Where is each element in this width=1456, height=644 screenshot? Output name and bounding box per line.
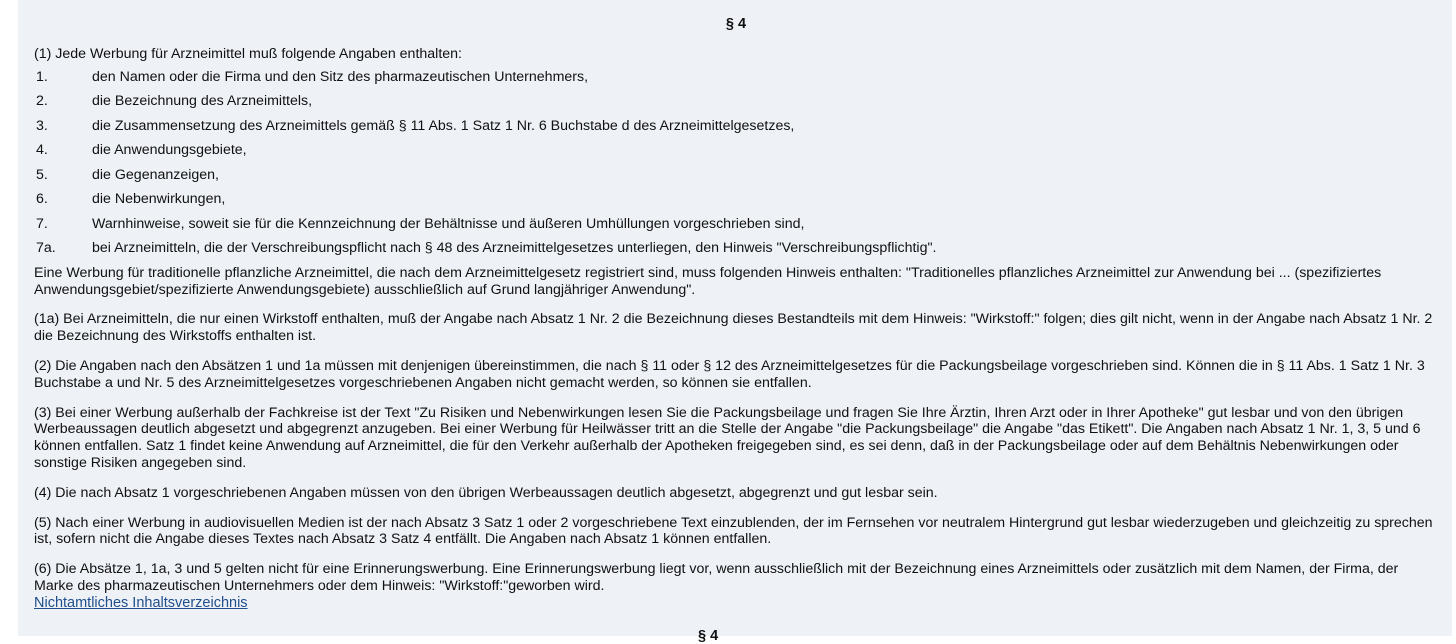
section-heading: § 4 xyxy=(725,16,747,32)
law-section xyxy=(34,0,1438,612)
paragraph-1-intro: (1) Jede Werbung für Arzneimittel muß folgende Angaben enthalten: xyxy=(34,46,462,62)
paragraph-2: (2) Die Angaben nach den Absätzen 1 und 1a müssen mit denjenigen übereinstimmen, die nach § 11 oder § 12 des Arzneimittelgesetzes für die Packungsbeilage vorgeschrieben sind. Können die in § 11 Abs. 1 Satz 1 Nr. 3 Buchstabe a und Nr. 5 des Arzneimittelgesetzes vorgeschriebenen Angaben nicht gemacht werden, so können sie entfallen. xyxy=(34,357,1425,391)
list-item-number: 4. xyxy=(36,142,48,159)
document-panel xyxy=(18,0,1452,644)
list-item-text: die Anwendungsgebiete, xyxy=(92,142,247,159)
list-item xyxy=(34,167,1438,192)
list-item-number: 6. xyxy=(36,191,48,208)
list-item-number: 5. xyxy=(36,166,48,183)
paragraph-3: (3) Bei einer Werbung außerhalb der Fachkreise ist der Text "Zu Risiken und Nebenwirkungen lesen Sie die Packungsbeilage und fragen Sie Ihre Ärztin, Ihren Arzt oder in Ihrer Apotheke" gut lesbar und von den übrigen Werbeaussagen deutlich abgesetzt und abgegrenzt anzugeben. Bei einer Werbung für Heilwässer tritt an die Stelle der Angabe "die Packungsbeilage" die Angabe "das Etikett". Die Angaben nach Absatz 1 Nr. 1, 3, 5 und 6 können entfallen. Satz 1 findet keine Anwendung auf Arzneimittel, die für den Verkehr außerhalb der Apotheken freigegeben sind, es sei denn, daß in der Packungsbeilage oder auf dem Behältnis Nebenwirkungen oder sonstige Risiken angegeben sind. xyxy=(34,404,1421,471)
paragraph-6: (6) Die Absätze 1, 1a, 3 und 5 gelten nicht für eine Erinnerungswerbung. Eine Erinnerungswerbung liegt vor, wenn ausschließlich mit der Bezeichnung eines Arzneimittels oder zusätzlich mit dem Namen, der Firma, der Marke des pharmazeutischen Unternehmers oder dem Hinweis: "Wirkstoff:"geworben wird. xyxy=(34,561,1399,594)
list-item-number: 1. xyxy=(36,68,48,85)
list-item xyxy=(34,69,1438,94)
list-item-text: bei Arzneimitteln, die der Verschreibungspflicht nach § 48 des Arzneimittelgesetzes unterliegen, den Hinweis "Verschreibungspflichtig". xyxy=(92,240,937,257)
list-item xyxy=(34,191,1438,216)
list-item-text: Warnhinweise, soweit sie für die Kennzeichnung der Behältnisse und äußeren Umhüllungen vorgeschrieben sind, xyxy=(92,215,805,232)
table-of-contents-link[interactable]: Nichtamtliches Inhaltsverzeichnis xyxy=(34,594,248,611)
list-item-text: die Nebenwirkungen, xyxy=(92,191,226,208)
list-item-number: 7a. xyxy=(36,240,56,257)
list-item-text: den Namen oder die Firma und den Sitz des pharmazeutischen Unternehmers, xyxy=(92,68,589,85)
list-item-text: die Zusammensetzung des Arzneimittels gemäß § 11 Abs. 1 Satz 1 Nr. 6 Buchstabe d des Arzneimittelgesetzes, xyxy=(92,117,795,134)
traditional-herbal-paragraph: Eine Werbung für traditionelle pflanzliche Arzneimittel, die nach dem Arzneimittelgesetz registriert sind, muss folgenden Hinweis enthalten: "Traditionelles pflanzliches Arzneimittel zur Anwendung bei ... (spezifiziertes Anwendungsgebiet/spezifizierte Anwendungsgebiete) ausschließlich auf Grund langjähriger Anwendung". xyxy=(34,264,1382,298)
paragraph-4: (4) Die nach Absatz 1 vorgeschriebenen Angaben müssen von den übrigen Werbeaussagen deutlich abgesetzt, abgegrenzt und gut lesbar sein. xyxy=(34,484,938,501)
list-item-number: 7. xyxy=(36,215,48,232)
required-info-list xyxy=(34,69,1438,265)
list-item xyxy=(34,142,1438,167)
list-item-number: 2. xyxy=(36,93,48,110)
list-item xyxy=(34,93,1438,118)
paragraph-1a: (1a) Bei Arzneimitteln, die nur einen Wirkstoff enthalten, muß der Angabe nach Absatz 1 Nr. 2 die Bezeichnung dieses Bestandteils mit dem Hinweis: "Wirkstoff:" folgen; dies gilt nicht, wenn in der Angabe nach Absatz 1 Nr. 2 die Bezeichnung des Wirkstoffs enthalten ist. xyxy=(34,311,1433,345)
paragraph-5: (5) Nach einer Werbung in audiovisuellen Medien ist der nach Absatz 3 Satz 1 oder 2 vorgeschriebene Text einzublenden, der im Fernsehen vor neutralem Hintergrund gut lesbar wiederzugeben und gleichzeitig zu sprechen ist, sofern nicht die Angabe dieses Textes nach Absatz 3 Satz 4 entfällt. Die Angaben nach Absatz 1 können entfallen. xyxy=(34,514,1433,548)
next-section-heading: § 4 xyxy=(698,628,719,644)
list-item xyxy=(34,240,1438,265)
list-item-text: die Gegenanzeigen, xyxy=(92,166,220,183)
list-item-number: 3. xyxy=(36,117,48,134)
list-item xyxy=(34,216,1438,241)
list-item-text: die Bezeichnung des Arzneimittels, xyxy=(92,93,313,110)
list-item xyxy=(34,118,1438,143)
